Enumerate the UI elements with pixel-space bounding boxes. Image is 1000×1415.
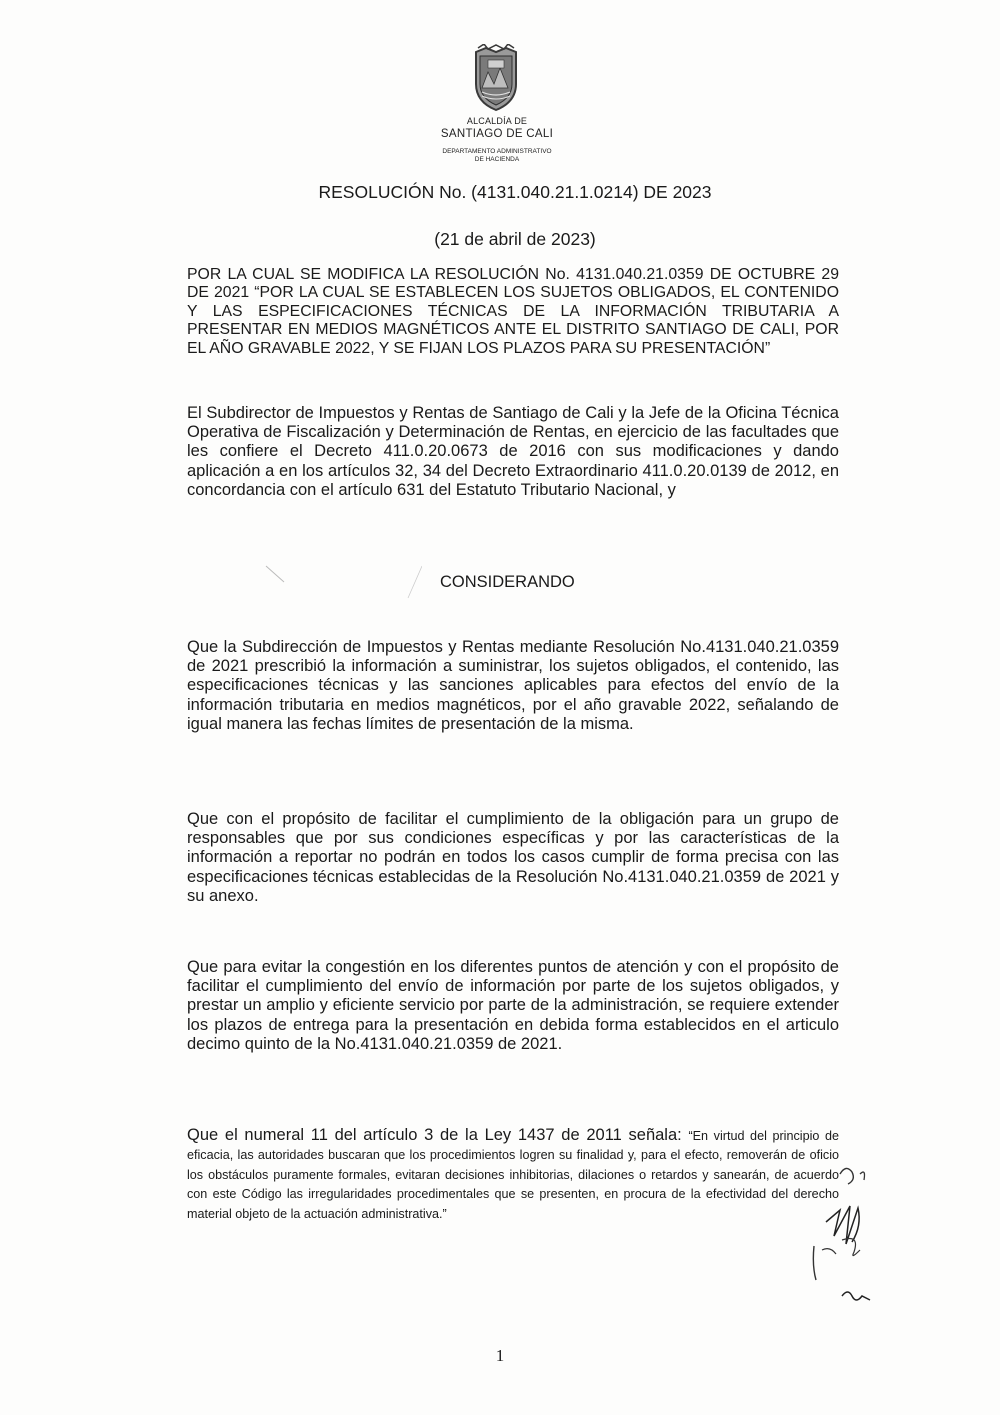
considerando-heading: CONSIDERANDO bbox=[440, 573, 575, 591]
handwritten-signature-icon bbox=[800, 1150, 900, 1310]
coat-of-arms-icon bbox=[468, 44, 524, 114]
header-line-alcaldia: ALCALDÍA DE bbox=[466, 116, 528, 126]
considerando-paragraph-2: Que con el propósito de facilitar el cumplimiento de la obligación para un grupo de responsables que por sus condiciones específicas y por las características de la información a reportar no podrán en todos los casos cumplir de forma precisa con las especificaciones técnicas establecidas de la Resolución No.4131.040.21.0359 de 2021 y su anexo. bbox=[187, 810, 839, 905]
considerando-paragraph-1: Que la Subdirección de Impuestos y Rentas mediante Resolución No.4131.040.21.0359 de 2021 prescribió la información a suministrar, los sujetos obligados, el contenido, las especificaciones técnicas y las sanciones aplicables para efectos del envío de la información tributaria en medios magnéticos, por el año gravable 2022, señalando de igual manera las fechas límites de presentación de la misma. bbox=[187, 638, 839, 733]
law-intro: Que el numeral 11 del artículo 3 de la Ley 1437 de 2011 señala: bbox=[187, 1126, 689, 1144]
intro-paragraph: El Subdirector de Impuestos y Rentas de Santiago de Cali y la Jefe de la Oficina Técnica Operativa de Fiscalización y Determinación de Rentas, en ejercicio de las facultades que les confiere el Decreto 411.0.20.0673 de 2016 con sus modificaciones y dando aplicación a en los artículos 32, 34 del Decreto Extraordinario 411.0.20.0139 de 2012, en concordancia con el artículo 631 del Estatuto Tributario Nacional, y bbox=[187, 404, 839, 499]
considerando-paragraph-3: Que para evitar la congestión en los diferentes puntos de atención y con el propósito de facilitar el cumplimiento del envío de información por parte de los sujetos obligados, y prestar un amplio y eficiente servicio por parte de la administración, se requiere extender los plazos de entrega para la presentación en debida forma establecidos en el articulo decimo quinto de la No.4131.040.21.0359 de 2021. bbox=[187, 958, 839, 1053]
header-line-department: DEPARTAMENTO ADMINISTRATIVO bbox=[442, 148, 552, 155]
header-line-city: SANTIAGO DE CALI bbox=[440, 128, 554, 140]
resolution-title: RESOLUCIÓN No. (4131.040.21.1.0214) DE 2023 bbox=[318, 182, 712, 202]
law-paragraph bbox=[187, 1126, 839, 1223]
page-number: 1 bbox=[495, 1346, 505, 1365]
scan-pencil-marks bbox=[262, 562, 422, 618]
header-line-hacienda: DE HACIENDA bbox=[474, 156, 520, 163]
law-quote: “En virtud del principio de eficacia, las autoridades buscaran que los procedimientos logren su finalidad y, para el efecto, removerán de oficio los obstáculos puramente formales, evitaran decisiones inhibitorias, dilaciones o retardos y sanearán, de acuerdo con este Código las irregularidades procedimentales que se presenten, en procura de la efectividad del derecho material objeto de la actuación administrativa.” bbox=[187, 1129, 840, 1221]
resolution-subject: POR LA CUAL SE MODIFICA LA RESOLUCIÓN No. 4131.040.21.0359 DE OCTUBRE 29 DE 2021 “POR LA CUAL SE ESTABLECEN LOS SUJETOS OBLIGADOS, EL CONTENIDO Y LAS ESPECIFICACIONES TÉCNICAS DE LA INFORMACIÓN TRIBUTARIA A PRESENTAR EN MEDIOS MAGNÉTICOS ANTE EL DISTRITO SANTIAGO DE CALI, POR EL AÑO GRAVABLE 2022, Y SE FIJAN LOS PLAZOS PARA SU PRESENTACIÓN” bbox=[187, 266, 839, 357]
resolution-date: (21 de abril de 2023) bbox=[434, 229, 596, 249]
header-department bbox=[380, 148, 614, 164]
